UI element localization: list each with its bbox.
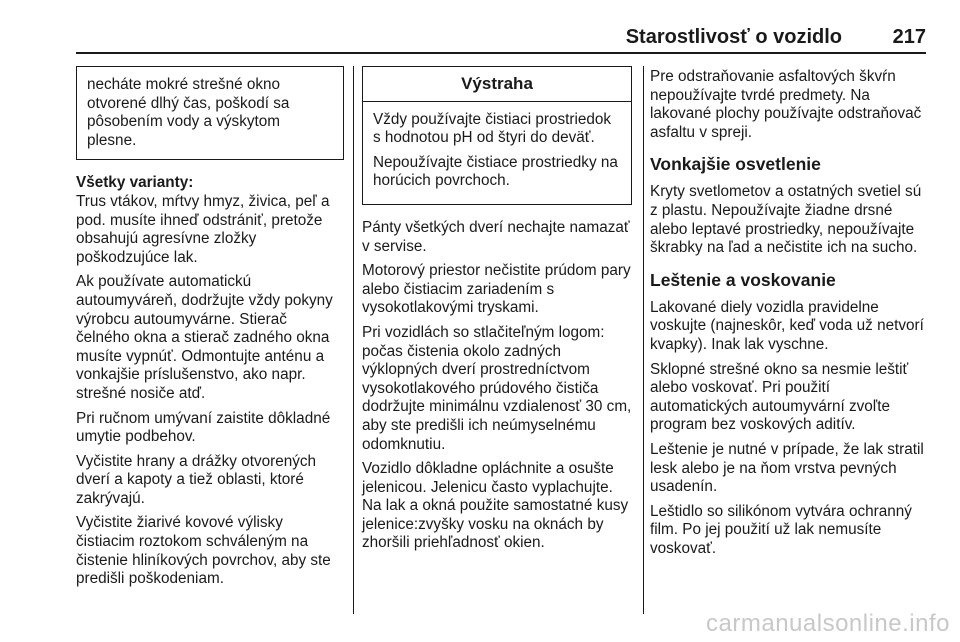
paragraph: Pri vozidlách so stlačiteľným logom: počas čistenia okolo zadných výklopných dverí prostredníctvom vysokotlakového prúdového čističa dodržujte minimálnu vzdialenosť 30 cm, aby ste predišli ich neúmyselnému odomknutiu.	[362, 323, 632, 453]
paragraph: Leštenie je nutné v prípade, že lak stratil lesk alebo je na ňom vrstva pevných usadenín.	[650, 440, 924, 496]
paragraph: Pri ručnom umývaní zaistite dôkladné umytie podbehov.	[76, 409, 331, 446]
section-heading-exterior-lights: Vonkajšie osvetlenie	[650, 154, 821, 175]
column-3	[650, 68, 930, 564]
paragraph: Sklopné strešné okno sa nesmie leštiť alebo voskovať. Pri použití automatických autoumyvární zvoľte program bez voskových aditív.	[650, 360, 909, 434]
header-rule	[76, 52, 926, 54]
warning-paragraph: Vždy používajte čistiaci prostriedok s hodnotou pH od štyri do deväť.	[373, 110, 612, 147]
watermark: carmanualsonline.info	[706, 610, 950, 637]
variants-paragraph	[76, 174, 344, 267]
column-divider-1	[353, 66, 354, 614]
paragraph: Ak používate automatickú autoumyváreň, dodržujte vždy pokyny výrobcu autoumyvárne. Stierač čelného okna a stierač zadného okna musíte vypnúť. Odmontujte anténu a vonkajšie príslušenstvo, ako napr. strešné nosiče atď.	[76, 273, 333, 402]
page-number: 217	[892, 26, 926, 48]
section-heading-polishing: Leštenie a voskovanie	[650, 269, 836, 290]
column-divider-2	[643, 66, 644, 614]
paragraph: Lakované diely vozidla pravidelne voskujte (najneskôr, keď voda už netvorí kvapky). Inak lak vyschne.	[650, 298, 924, 353]
notice-box	[76, 66, 344, 160]
column-1	[76, 66, 344, 595]
paragraph: Vyčistite hrany a drážky otvorených dverí a kapoty a tiež oblasti, ktoré zakrývajú.	[76, 452, 317, 507]
paragraph: Vyčistite žiarivé kovové výlisky čistiacim roztokom schváleným na čistenie hliníkových povrchov, aby ste predišli poškodeniam.	[76, 514, 331, 588]
intro-paragraph: Pre odstraňovanie asfaltových škvŕn nepoužívajte tvrdé predmety. Na lakované plochy používajte odstraňovač asfaltu v spreji.	[650, 68, 922, 141]
paragraph: Leštidlo so silikónom vytvára ochranný film. Po jej použití už lak nemusíte voskovať.	[650, 502, 912, 557]
paragraph: Vozidlo dôkladne opláchnite a osušte jelenicou. Jelenicu často vyplachujte. Na lak a okná použite samostatné kusy jelenice:zvyšky vosku na oknách by zhoršili priehľadnosť okien.	[362, 460, 629, 552]
warning-paragraph: Nepoužívajte čistiace prostriedky na horúcich povrchoch.	[373, 153, 618, 190]
paragraph: Motorový priestor nečistite prúdom pary alebo čistiacim zariadením s vysokotlakovými tryskami.	[362, 262, 631, 317]
paragraph: Pánty všetkých dverí nechajte namazať v servise.	[362, 218, 630, 255]
warning-title: Výstraha	[363, 67, 631, 102]
warning-box	[362, 66, 632, 205]
paragraph: Trus vtákov, mŕtvy hmyz, živica, peľ a pod. musíte ihneď odstrániť, pretože obsahujú agresívne zložky poškodzujúce lak.	[76, 192, 330, 266]
paragraph: Kryty svetlometov a ostatných svetiel sú z plastu. Nepoužívajte žiadne drsné alebo leptavé prostriedky, nepoužívajte škrabky na ľad a nečistite ich na sucho.	[650, 183, 922, 257]
notice-text: necháte mokré strešné okno otvorené dlhý čas, poškodí sa pôsobením vody a výskytom plesne.	[87, 76, 290, 149]
page-header	[76, 26, 926, 50]
variants-label: Všetky varianty:	[76, 174, 194, 192]
page-title: Starostlivosť o vozidlo	[625, 26, 842, 48]
warning-body	[363, 102, 631, 204]
column-2	[362, 66, 632, 559]
